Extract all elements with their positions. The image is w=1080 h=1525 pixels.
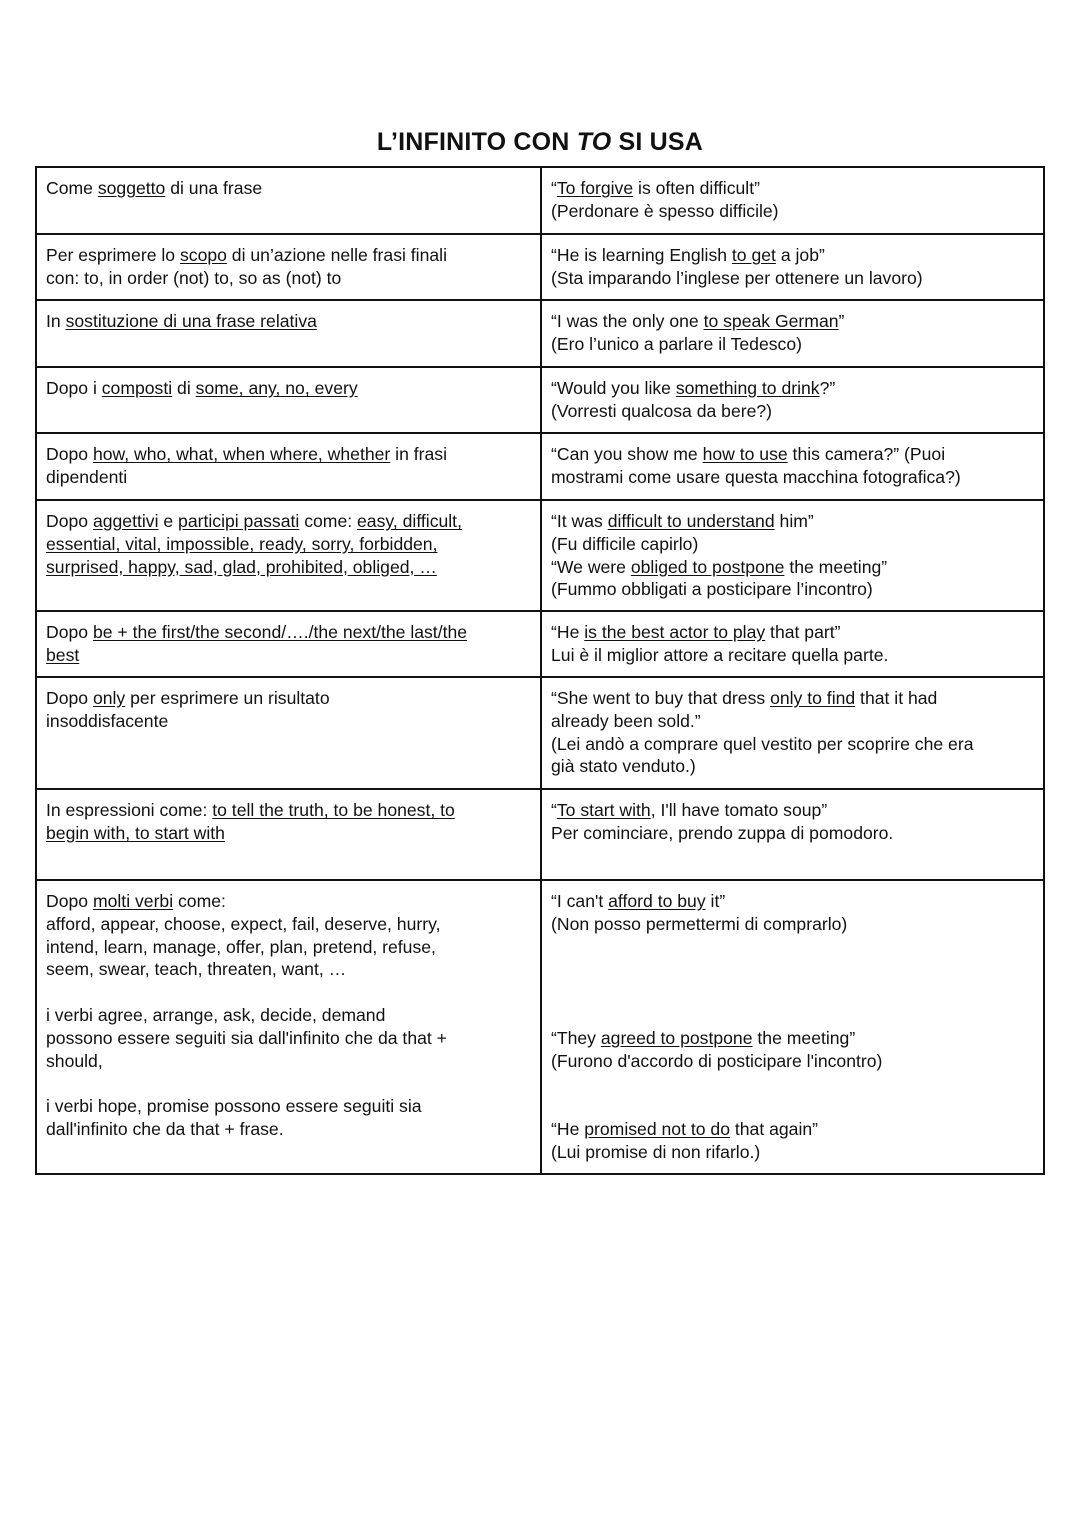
table-row bbox=[36, 234, 1044, 300]
text-segment: In espressioni come: bbox=[46, 800, 213, 820]
text-segment: dipendenti bbox=[46, 466, 128, 487]
example-line bbox=[551, 1027, 1035, 1050]
text-segment: “I can't bbox=[551, 891, 609, 911]
underlined-text: obliged to postpone bbox=[630, 556, 785, 577]
text-segment: insoddisfacente bbox=[46, 710, 169, 731]
blank-line bbox=[551, 1095, 1035, 1118]
rule-line bbox=[46, 310, 532, 333]
text-segment: di bbox=[172, 378, 196, 398]
example-cell bbox=[541, 880, 1044, 1174]
rule-cell bbox=[36, 611, 541, 677]
text-segment: dall'infinito che da that + frase. bbox=[46, 1118, 284, 1139]
underlined-text: only to find bbox=[770, 688, 856, 708]
text-segment: i verbi agree, arrange, ask, decide, demand bbox=[46, 1004, 386, 1025]
blank-line bbox=[46, 981, 532, 1004]
rule-line bbox=[46, 377, 532, 400]
rule-line bbox=[46, 1095, 532, 1118]
example-line bbox=[551, 1141, 1035, 1164]
text-segment: per esprimere un risultato bbox=[125, 688, 330, 708]
underlined-text: To start with bbox=[556, 800, 651, 820]
title-suffix: SI USA bbox=[611, 128, 704, 156]
example-line bbox=[551, 310, 1035, 333]
rule-line bbox=[46, 644, 532, 667]
example-cell bbox=[541, 167, 1044, 234]
table-row bbox=[36, 880, 1044, 1174]
text-segment: that it had bbox=[855, 688, 938, 708]
underlined-text: is the best actor to play bbox=[584, 622, 766, 642]
text-segment: Come bbox=[46, 178, 98, 198]
example-line bbox=[551, 177, 1035, 200]
text-segment: (Lui promise di non rifarlo.) bbox=[551, 1141, 761, 1162]
text-segment: mostrami come usare questa macchina fotografica?) bbox=[551, 466, 961, 487]
rule-line bbox=[46, 267, 532, 290]
rule-line bbox=[46, 533, 532, 556]
text-segment: “She went to buy that dress bbox=[551, 688, 771, 708]
text-segment: Dopo bbox=[46, 622, 93, 642]
underlined-text: how, who, what, when where, whether bbox=[92, 444, 391, 464]
example-line bbox=[551, 755, 1035, 778]
underlined-text: to get bbox=[731, 245, 776, 265]
underlined-text: afford to buy bbox=[608, 891, 706, 911]
underlined-text: sostituzione di una frase relativa bbox=[65, 311, 317, 331]
rule-line bbox=[46, 890, 532, 913]
text-segment: that again” bbox=[729, 1118, 819, 1139]
underlined-text: molti verbi bbox=[92, 891, 174, 911]
text-segment: già stato venduto.) bbox=[551, 756, 696, 777]
text-segment: seem, swear, teach, threaten, want, … bbox=[46, 959, 347, 980]
text-segment: Per esprimere lo bbox=[46, 245, 180, 265]
example-line bbox=[551, 822, 1035, 845]
example-line bbox=[551, 510, 1035, 533]
table-row bbox=[36, 300, 1044, 367]
example-cell bbox=[541, 789, 1044, 880]
underlined-text: begin with, to start with bbox=[46, 822, 225, 843]
example-line bbox=[551, 733, 1035, 756]
example-cell bbox=[541, 367, 1044, 433]
text-segment: (Ero l’unico a parlare il Tedesco) bbox=[551, 333, 802, 354]
text-segment: ?” bbox=[819, 378, 836, 398]
blank-line bbox=[551, 958, 1035, 981]
rule-cell bbox=[36, 880, 541, 1174]
text-segment: (Vorresti qualcosa da bere?) bbox=[551, 400, 773, 421]
text-segment: (Furono d'accordo di posticipare l'incontro) bbox=[551, 1050, 883, 1071]
text-segment: it” bbox=[705, 891, 726, 911]
example-line bbox=[551, 890, 1035, 913]
underlined-text: soggetto bbox=[97, 178, 166, 198]
rule-cell bbox=[36, 433, 541, 500]
underlined-text: scopo bbox=[179, 245, 227, 265]
example-cell bbox=[541, 300, 1044, 367]
example-cell bbox=[541, 611, 1044, 677]
underlined-text: composti bbox=[101, 378, 173, 398]
text-segment: “We were bbox=[551, 556, 631, 577]
example-line bbox=[551, 267, 1035, 290]
text-segment: “They bbox=[551, 1027, 601, 1048]
rule-line bbox=[46, 510, 532, 533]
example-line bbox=[551, 200, 1035, 223]
rule-line bbox=[46, 936, 532, 959]
text-segment: In bbox=[46, 311, 66, 331]
text-segment: (Fummo obbligati a posticipare l’incontro) bbox=[551, 579, 873, 600]
table-row bbox=[36, 500, 1044, 611]
rule-cell bbox=[36, 234, 541, 300]
text-segment: e bbox=[158, 511, 179, 531]
text-segment: di un’azione nelle frasi finali bbox=[226, 245, 447, 265]
text-segment: should, bbox=[46, 1050, 103, 1071]
rule-line bbox=[46, 1050, 532, 1073]
rule-cell bbox=[36, 167, 541, 234]
rule-line bbox=[46, 710, 532, 733]
blank-line bbox=[46, 1072, 532, 1095]
rule-line bbox=[46, 687, 532, 710]
table-row bbox=[36, 433, 1044, 500]
usage-table-body bbox=[36, 167, 1044, 1174]
rule-line bbox=[46, 177, 532, 200]
example-line bbox=[551, 466, 1035, 489]
example-line bbox=[551, 244, 1035, 267]
title-prefix: L’INFINITO CON bbox=[376, 128, 577, 156]
rule-line bbox=[46, 621, 532, 644]
rule-line bbox=[46, 1004, 532, 1027]
text-segment: is often difficult” bbox=[633, 178, 760, 198]
text-segment: con: to, in order (not) to, so as (not) to bbox=[46, 267, 342, 288]
example-cell bbox=[541, 500, 1044, 611]
text-segment: (Perdonare è spesso difficile) bbox=[551, 200, 779, 221]
example-line bbox=[551, 556, 1035, 579]
text-segment: (Lei andò a comprare quel vestito per scoprire che era bbox=[551, 733, 974, 754]
example-cell bbox=[541, 234, 1044, 300]
rule-line bbox=[46, 466, 532, 489]
text-segment: in frasi bbox=[390, 444, 447, 464]
text-segment: “ bbox=[551, 800, 557, 820]
table-row bbox=[36, 611, 1044, 677]
rule-line bbox=[46, 556, 532, 579]
text-segment: “It was bbox=[551, 511, 608, 531]
page-title bbox=[0, 128, 1080, 157]
example-line bbox=[551, 710, 1035, 733]
underlined-text: surprised, happy, sad, glad, prohibited, obliged, … bbox=[46, 556, 437, 577]
text-segment: Lui è il miglior attore a recitare quella parte. bbox=[551, 644, 889, 665]
rule-cell bbox=[36, 367, 541, 433]
rule-line bbox=[46, 958, 532, 981]
text-segment: ” bbox=[838, 311, 845, 331]
text-segment: “He bbox=[551, 622, 585, 642]
text-segment: possono essere seguiti sia dall'infinito che da that + bbox=[46, 1027, 447, 1048]
table-row bbox=[36, 367, 1044, 433]
text-segment: di una frase bbox=[165, 178, 263, 198]
underlined-text: something to drink bbox=[675, 378, 820, 398]
rule-line bbox=[46, 244, 532, 267]
rule-cell bbox=[36, 789, 541, 880]
text-segment: come: bbox=[299, 511, 357, 531]
text-segment: “I was the only one bbox=[551, 311, 704, 331]
rule-line bbox=[46, 1118, 532, 1141]
rule-cell bbox=[36, 300, 541, 367]
text-segment: (Non posso permettermi di comprarlo) bbox=[551, 913, 848, 934]
example-cell bbox=[541, 433, 1044, 500]
text-segment: (Sta imparando l’inglese per ottenere un lavoro) bbox=[551, 267, 923, 288]
text-segment: the meeting” bbox=[784, 556, 888, 577]
example-line bbox=[551, 687, 1035, 710]
text-segment: Dopo bbox=[46, 511, 93, 531]
underlined-text: To forgive bbox=[556, 178, 634, 198]
underlined-text: how to use bbox=[702, 444, 788, 464]
text-segment: , I'll have tomato soup” bbox=[650, 800, 828, 820]
table-row bbox=[36, 677, 1044, 789]
table-row bbox=[36, 789, 1044, 880]
text-segment: “Can you show me bbox=[551, 444, 703, 464]
text-segment: that part” bbox=[765, 622, 841, 642]
rule-line bbox=[46, 1027, 532, 1050]
underlined-text: difficult to understand bbox=[607, 511, 775, 531]
rule-line bbox=[46, 913, 532, 936]
text-segment: the meeting” bbox=[752, 1027, 856, 1048]
underlined-text: aggettivi bbox=[92, 511, 159, 531]
text-segment: him” bbox=[774, 511, 814, 531]
text-segment: Dopo bbox=[46, 891, 93, 911]
example-line bbox=[551, 443, 1035, 466]
rule-cell bbox=[36, 677, 541, 789]
underlined-text: easy, difficult, bbox=[357, 511, 462, 531]
text-segment: “Would you like bbox=[551, 378, 676, 398]
text-segment: this camera?” (Puoi bbox=[787, 444, 946, 464]
text-segment: “He is learning English bbox=[551, 245, 732, 265]
example-line bbox=[551, 333, 1035, 356]
text-segment: Dopo bbox=[46, 444, 93, 464]
underlined-text: promised not to do bbox=[584, 1118, 730, 1139]
blank-line bbox=[551, 1004, 1035, 1027]
example-line bbox=[551, 578, 1035, 601]
text-segment: Dopo i bbox=[46, 378, 102, 398]
blank-line bbox=[551, 1072, 1035, 1095]
example-line bbox=[551, 799, 1035, 822]
text-segment: come: bbox=[173, 891, 226, 911]
text-segment: Dopo bbox=[46, 688, 93, 708]
table-row bbox=[36, 167, 1044, 234]
text-segment: intend, learn, manage, offer, plan, pretend, refuse, bbox=[46, 936, 436, 957]
text-segment: i verbi hope, promise possono essere seguiti sia bbox=[46, 1096, 422, 1117]
example-line bbox=[551, 1050, 1035, 1073]
text-segment: a job” bbox=[775, 245, 825, 265]
usage-table bbox=[35, 166, 1045, 1175]
rule-line bbox=[46, 443, 532, 466]
example-line bbox=[551, 644, 1035, 667]
text-segment: already been sold.” bbox=[551, 710, 701, 731]
underlined-text: some, any, no, every bbox=[195, 378, 358, 398]
underlined-text: be + the first/the second/…./the next/the last/the bbox=[92, 622, 468, 642]
example-line bbox=[551, 377, 1035, 400]
underlined-text: agreed to postpone bbox=[600, 1027, 753, 1048]
rule-line bbox=[46, 799, 532, 822]
text-segment: “ bbox=[551, 178, 557, 198]
underlined-text: best bbox=[46, 644, 80, 665]
blank-line bbox=[551, 981, 1035, 1004]
underlined-text: participi passati bbox=[178, 511, 300, 531]
title-emphasis: TO bbox=[576, 128, 612, 156]
text-segment: Per cominciare, prendo zuppa di pomodoro. bbox=[551, 822, 894, 843]
example-line bbox=[551, 533, 1035, 556]
rule-line bbox=[46, 822, 532, 845]
underlined-text: only bbox=[92, 688, 126, 708]
blank-line bbox=[551, 936, 1035, 959]
underlined-text: to speak German bbox=[703, 311, 839, 331]
text-segment: “He bbox=[551, 1118, 585, 1139]
example-line bbox=[551, 1118, 1035, 1141]
example-cell bbox=[541, 677, 1044, 789]
text-segment: afford, appear, choose, expect, fail, deserve, hurry, bbox=[46, 913, 441, 934]
example-line bbox=[551, 400, 1035, 423]
rule-cell bbox=[36, 500, 541, 611]
text-segment: (Fu difficile capirlo) bbox=[551, 533, 699, 554]
underlined-text: to tell the truth, to be honest, to bbox=[212, 800, 455, 820]
example-line bbox=[551, 621, 1035, 644]
underlined-text: essential, vital, impossible, ready, sorry, forbidden, bbox=[46, 533, 438, 554]
example-line bbox=[551, 913, 1035, 936]
